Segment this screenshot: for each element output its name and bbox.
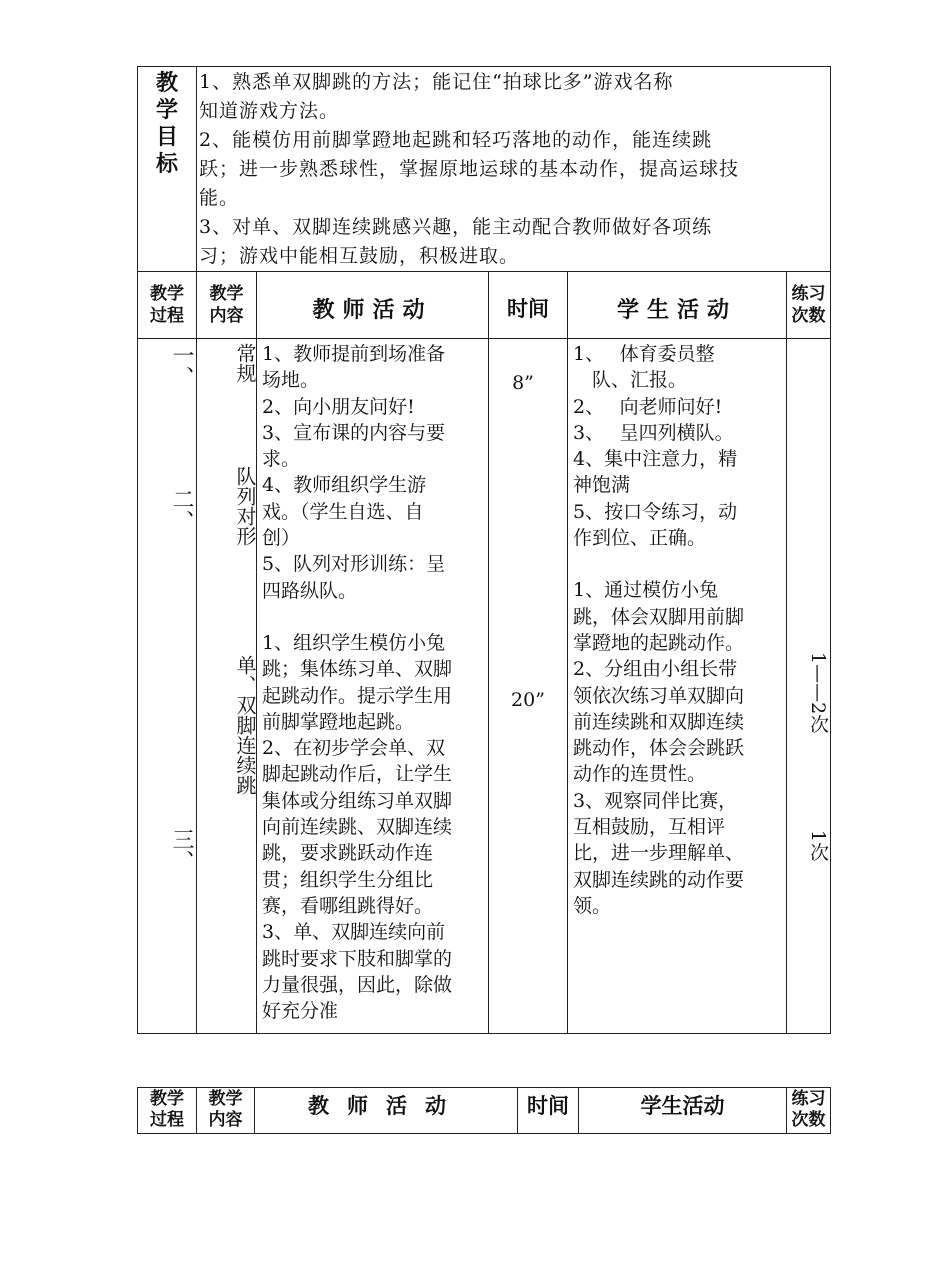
student-line: 1、通过模仿小兔 (573, 579, 719, 602)
teacher-line: 3、宣布课的内容与要 (262, 421, 446, 444)
teacher-line: 前脚掌蹬地起跳。 (262, 710, 415, 733)
student-line: 领依次练习单双脚向 (573, 684, 745, 707)
table2-header-process-line: 过程 (150, 1110, 184, 1130)
process-marker-3: 三、 (169, 828, 194, 872)
header-practice-line: 练习 (791, 284, 826, 304)
teacher-line: 好充分准 (262, 1000, 339, 1023)
table2-header-teacher: 教师活动 (308, 1094, 464, 1118)
student-line: 1、 体育委员整 (573, 343, 715, 365)
teacher-line: 场地。 (262, 369, 320, 392)
objective-line: 1、熟悉单双脚跳的方法；能记住“拍球比多”游戏名称 (199, 71, 674, 93)
table2-header-practice-line: 次数 (791, 1110, 826, 1130)
header-student: 学生活动 (616, 298, 737, 323)
student-line: 作到位、正确。 (573, 527, 707, 550)
student-line: 4、集中注意力，精 (573, 448, 738, 471)
teacher-line: 贯；组织学生分组比 (262, 868, 434, 891)
objective-line: 3、对单、双脚连续跳感兴趣，能主动配合教师做好各项练 (199, 216, 713, 238)
teacher-line (262, 604, 486, 630)
table2-header-time: 时间 (527, 1094, 569, 1118)
objectives-label-char: 目 (155, 125, 178, 150)
teacher-line: 2、向小朋友问好! (262, 395, 415, 418)
teacher-line: 跳；集体练习单、双脚 (262, 658, 453, 681)
process-marker-2: 二、 (169, 488, 194, 532)
content-label-routine: 常规 (233, 343, 257, 383)
content-label-jump: 单、双脚连续跳 (233, 655, 257, 795)
objectives-text (199, 68, 829, 271)
student-line: 领。 (573, 894, 612, 917)
time-value-1: 8” (512, 372, 534, 394)
teacher-line: 戏。（学生自选、自 (262, 500, 424, 523)
student-line: 互相鼓励，互相评 (573, 816, 726, 839)
header-process-line: 教学 (150, 284, 184, 304)
student-line: 跳动作，体会会跳跃 (573, 737, 745, 760)
teacher-line: 力量很强，因此，除做 (262, 973, 453, 996)
objectives-label-char: 学 (155, 98, 178, 123)
header-content-line: 内容 (209, 306, 244, 326)
teacher-line: 四路纵队。 (262, 579, 358, 602)
header-practice-line: 次数 (791, 306, 826, 326)
student-line: 掌蹬地的起跳动作。 (573, 631, 745, 654)
objective-line: 跃；进一步熟悉球性，掌握原地运球的基本动作，提高运球技 (199, 158, 740, 180)
student-activity (573, 341, 785, 919)
teacher-line: 脚起跳动作后，让学生 (262, 763, 453, 786)
table2-header-process-line: 教学 (150, 1089, 184, 1109)
header-process (138, 283, 196, 327)
teacher-line: 创） (262, 527, 301, 550)
teacher-line: 集体或分组练习单双脚 (262, 789, 453, 812)
student-line: 跳，体会双脚用前脚 (573, 605, 745, 628)
practice-count-1: 1——2次 (807, 652, 829, 734)
header-content (197, 283, 256, 327)
teacher-line: 4、教师组织学生游 (262, 474, 427, 497)
student-line: 5、按口令练习，动 (573, 500, 738, 523)
teacher-line: 3、单、双脚连续向前 (262, 921, 446, 944)
student-line: 队、汇报。 (573, 369, 688, 392)
teacher-line: 5、队列对形训练：呈 (262, 553, 446, 576)
table2-header-practice (787, 1089, 830, 1131)
table2-header-process (138, 1089, 196, 1131)
student-line: 神饱满 (573, 474, 631, 497)
teacher-line: 向前连续跳、双脚连续 (262, 816, 453, 839)
teacher-line: 跳时要求下肢和脚掌的 (262, 947, 453, 970)
objective-line: 知道游戏方法。 (199, 100, 340, 122)
student-line: 3、 呈四列横队。 (573, 421, 734, 444)
content-label-formation: 队列对形 (233, 466, 257, 546)
header-content-line: 教学 (209, 284, 244, 304)
teacher-line: 求。 (262, 448, 301, 471)
table2-header-content-line: 内容 (208, 1110, 243, 1130)
process-marker-1: 一、 (169, 344, 194, 388)
header-process-line: 过程 (150, 306, 184, 326)
student-line (573, 551, 785, 577)
student-line: 前连续跳和双脚连续 (573, 710, 745, 733)
table2-header-content-line: 教学 (208, 1089, 243, 1109)
header-time: 时间 (507, 297, 549, 321)
teacher-line: 起跳动作。提示学生用 (262, 684, 453, 707)
teacher-line: 赛，看哪组跳得好。 (262, 894, 434, 917)
student-line: 双脚连续跳的动作要 (573, 868, 745, 891)
student-line: 动作的连贯性。 (573, 763, 707, 786)
header-practice (787, 283, 830, 327)
practice-count-2: 1次 (807, 830, 829, 862)
objective-line: 习；游戏中能相互鼓励，积极进取。 (199, 245, 520, 267)
objective-line: 能。 (199, 187, 240, 209)
table2-header-student: 学生活动 (640, 1094, 725, 1118)
teacher-line: 跳，要求跳跃动作连 (262, 842, 434, 865)
objective-line: 2、能模仿用前脚掌蹬地起跳和轻巧落地的动作，能连续跳 (199, 129, 713, 151)
student-line: 2、分组由小组长带 (573, 658, 738, 681)
teacher-line: 1、组织学生模仿小兔 (262, 631, 446, 654)
teacher-line: 1、教师提前到场准备 (262, 343, 446, 365)
table2-header-practice-line: 练习 (791, 1089, 826, 1109)
table2-header-content (197, 1089, 254, 1131)
objectives-label-char: 标 (155, 152, 178, 177)
objectives-label-char: 教 (155, 71, 178, 96)
teacher-line: 2、在初步学会单、双 (262, 737, 446, 760)
objectives-label (153, 70, 181, 178)
teacher-activity (262, 341, 486, 1024)
student-line: 2、 向老师问好! (573, 395, 723, 418)
student-line: 3、观察同伴比赛， (573, 789, 738, 812)
student-line: 比，进一步理解单、 (573, 842, 745, 865)
time-value-2: 20” (511, 689, 545, 711)
header-teacher: 教师活动 (312, 298, 433, 323)
